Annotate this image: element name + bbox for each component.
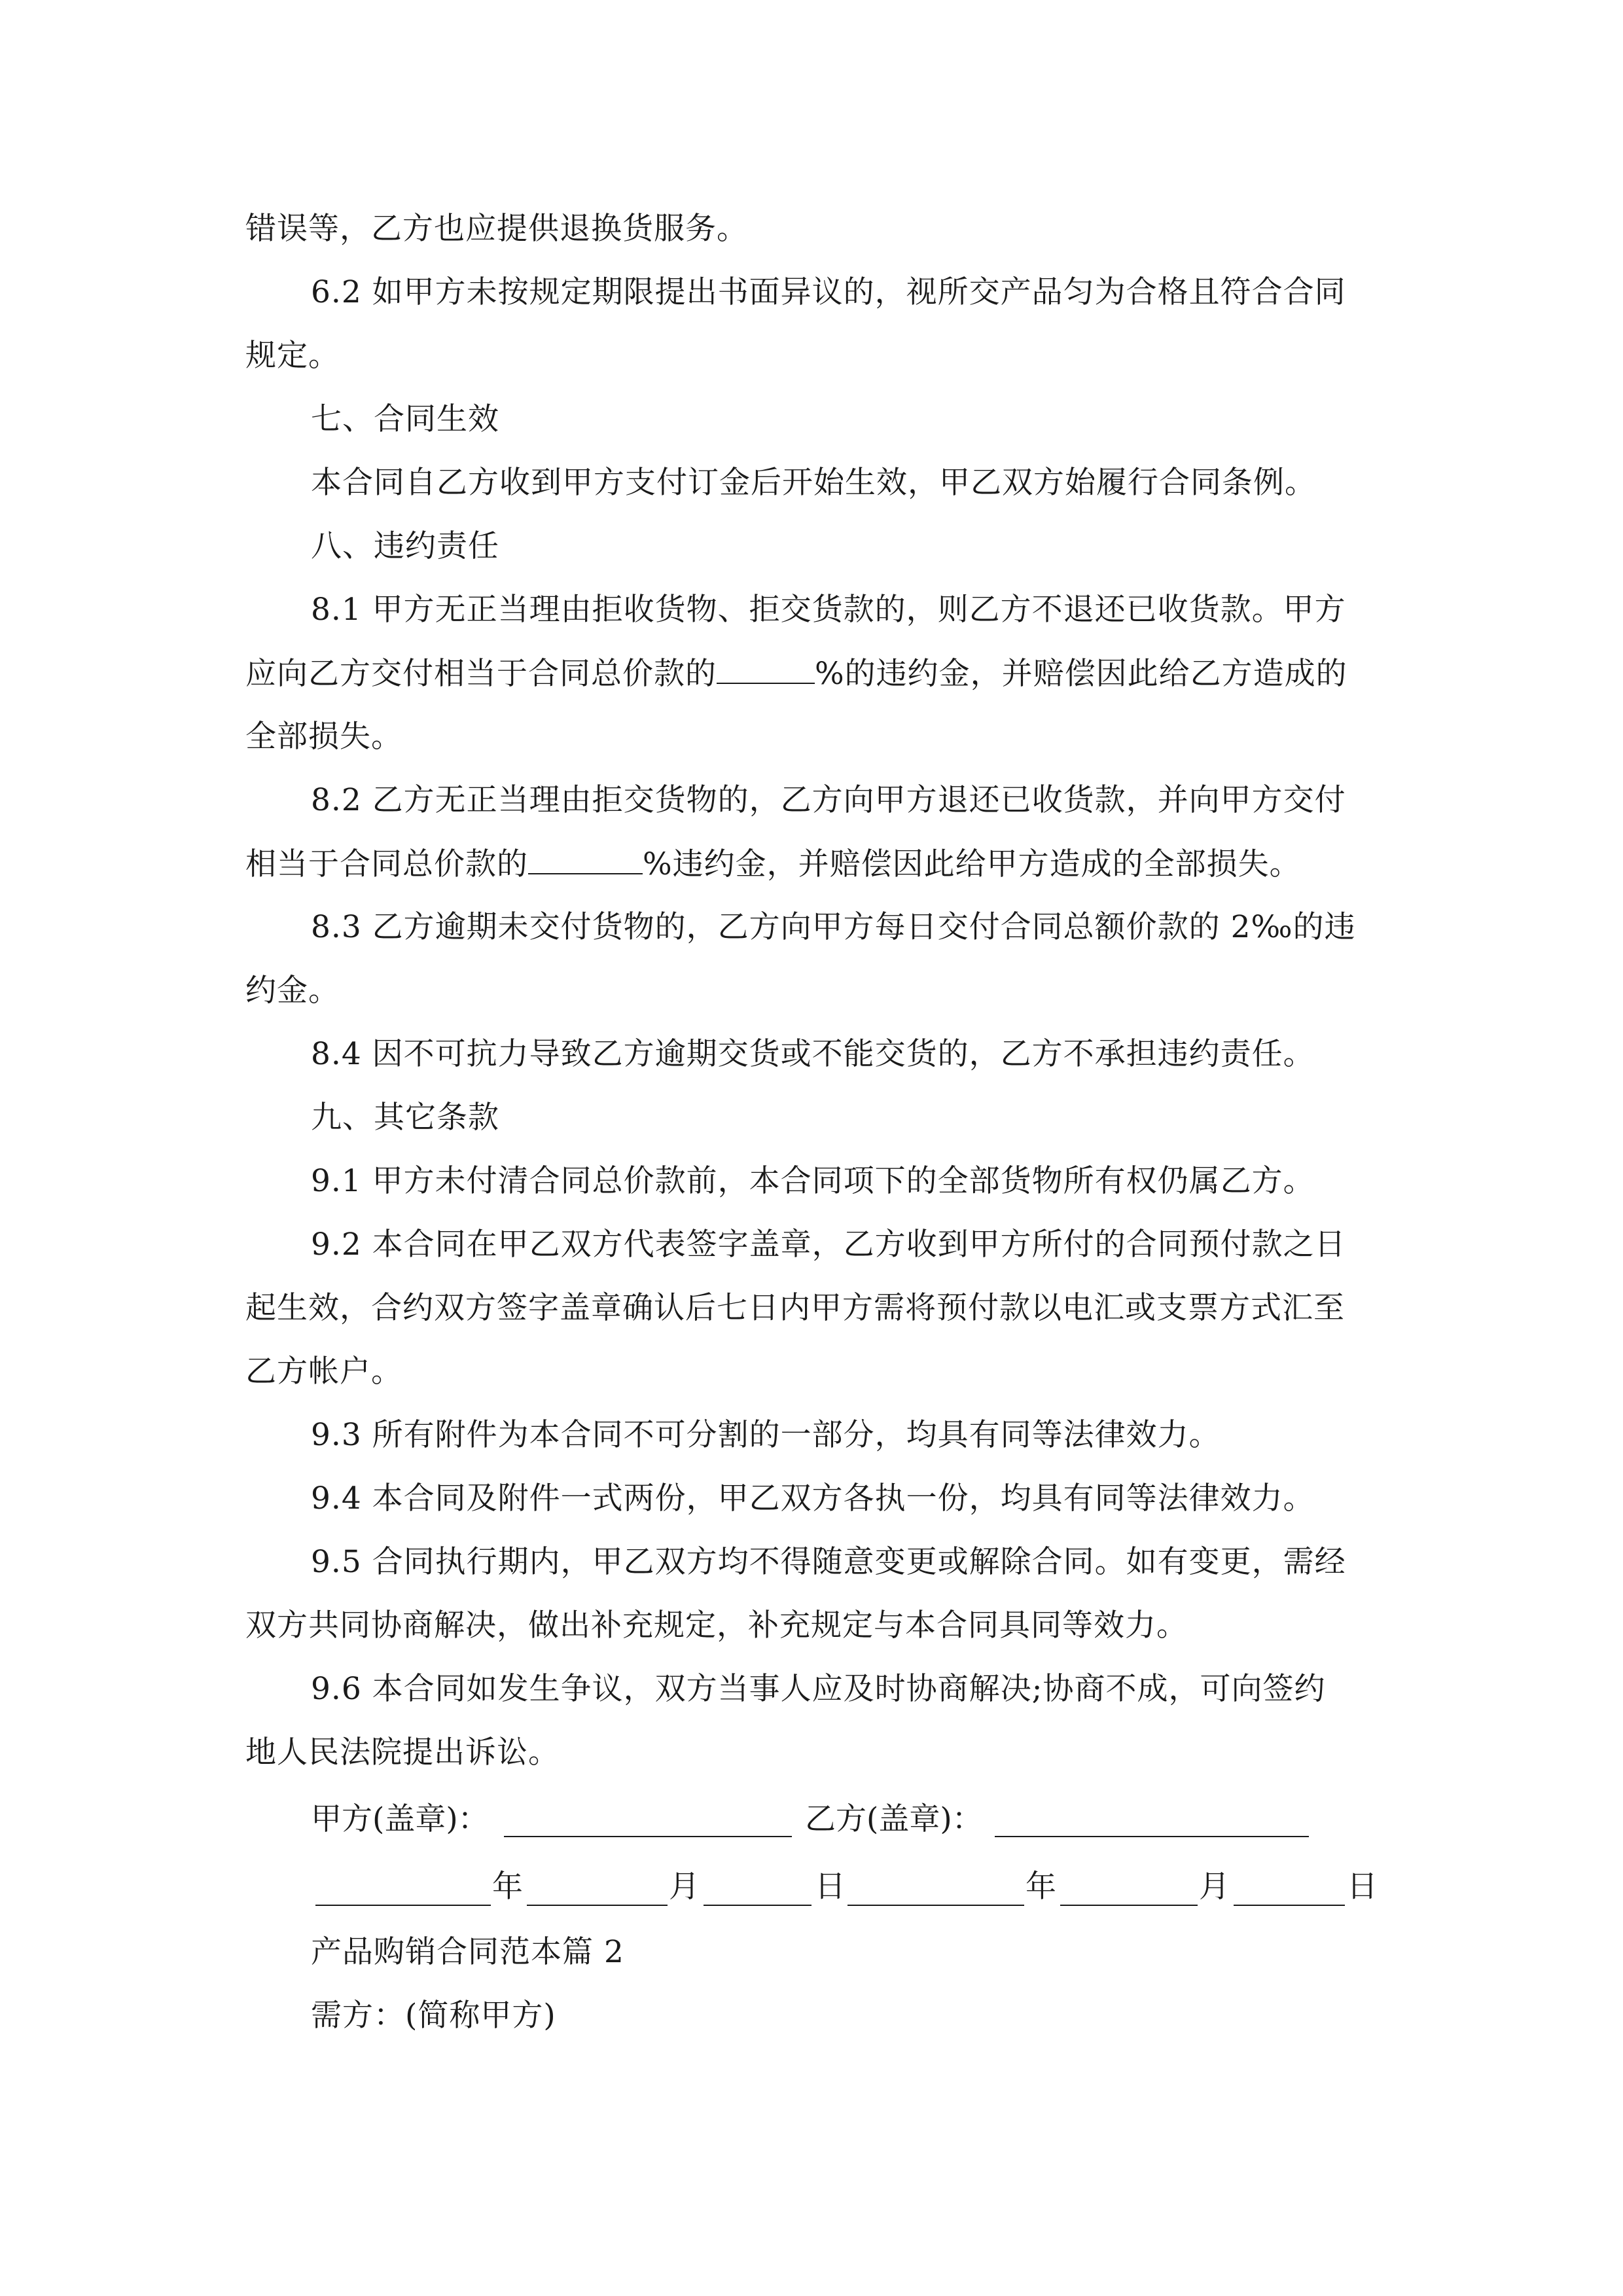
clause-6-2: 6.2 如甲方未按规定期限提出书面异议的，视所交产品匀为合格且符合合同 xyxy=(311,274,1346,310)
clause-9-6: 9.6 本合同如发生争议，双方当事人应及时协商解决;协商不成，可向签约 xyxy=(311,1671,1326,1707)
clause-9-5: 9.5 合同执行期内，甲乙双方均不得随意变更或解除合同。如有变更，需经 xyxy=(311,1544,1346,1580)
clause-8-4: 8.4 因不可抗力导致乙方逾期交货或不能交货的，乙方不承担违约责任。 xyxy=(311,1036,1315,1072)
text-fragment: %违约金，并赔偿因此给甲方造成的全部损失。 xyxy=(643,846,1301,882)
party-b-seal-label: 乙方(盖章)： xyxy=(805,1801,983,1837)
text-fragment: 应向乙方交付相当于合同总价款的 xyxy=(245,656,717,692)
party-a-seal-label: 甲方(盖章)： xyxy=(311,1801,489,1837)
text-line: 起生效，合约双方签字盖章确认后七日内甲方需将预付款以电汇或支票方式汇至 xyxy=(245,1290,1345,1326)
text-line: 约金。 xyxy=(245,973,340,1009)
text-line: 乙方帐户。 xyxy=(245,1354,402,1390)
party-a-day-label: 日 xyxy=(815,1869,846,1905)
clause-8-3: 8.3 乙方逾期未交付货物的，乙方向甲方每日交付合同总额价款的 2‰的违 xyxy=(311,909,1356,945)
party-a-month-label: 月 xyxy=(669,1869,700,1905)
text-fragment: %的违约金，并赔偿因此给乙方造成的 xyxy=(815,656,1347,692)
party-b-day-label: 日 xyxy=(1347,1869,1378,1905)
clause-8-1-penalty-line xyxy=(245,654,1384,694)
party-a-day-blank xyxy=(704,1905,812,1906)
party-b-month-blank xyxy=(1060,1905,1198,1906)
text-line: 本合同自乙方收到甲方支付订金后开始生效，甲乙双方始履行合同条例。 xyxy=(311,465,1316,501)
penalty-rate-blank xyxy=(528,844,643,874)
section-heading-8: 八、违约责任 xyxy=(311,528,499,564)
party-a-seal-blank xyxy=(504,1836,792,1837)
party-b-month-label: 月 xyxy=(1199,1869,1230,1905)
section-heading-7: 七、合同生效 xyxy=(311,401,499,437)
party-a-month-blank xyxy=(527,1905,668,1906)
clause-8-2: 8.2 乙方无正当理由拒交货物的，乙方向甲方退还已收货款，并向甲方交付 xyxy=(311,782,1346,818)
party-b-seal-blank xyxy=(995,1836,1309,1837)
party-b-year-blank xyxy=(847,1905,1024,1906)
section-heading-9: 九、其它条款 xyxy=(311,1100,499,1136)
text-line: 错误等，乙方也应提供退换货服务。 xyxy=(245,211,748,247)
party-b-day-blank xyxy=(1234,1905,1345,1906)
text-line: 地人民法院提出诉讼。 xyxy=(245,1734,560,1770)
text-line: 双方共同协商解决，做出补充规定，补充规定与本合同具同等效力。 xyxy=(245,1607,1188,1643)
clause-8-2-penalty-line xyxy=(245,844,1384,884)
buyer-label: 需方：(简称甲方) xyxy=(311,1998,556,2034)
clause-9-4: 9.4 本合同及附件一式两份，甲乙双方各执一份，均具有同等法律效力。 xyxy=(311,1480,1315,1516)
text-line: 规定。 xyxy=(245,338,340,374)
party-a-year-label: 年 xyxy=(492,1869,523,1905)
penalty-rate-blank xyxy=(717,654,815,684)
text-fragment: 相当于合同总价款的 xyxy=(245,846,528,882)
text-line: 全部损失。 xyxy=(245,719,402,755)
clause-8-1: 8.1 甲方无正当理由拒收货物、拒交货款的，则乙方不退还已收货款。甲方 xyxy=(311,592,1346,628)
party-b-year-label: 年 xyxy=(1026,1869,1056,1905)
party-a-year-blank xyxy=(315,1905,491,1906)
clause-9-1: 9.1 甲方未付清合同总价款前，本合同项下的全部货物所有权仍属乙方。 xyxy=(311,1163,1315,1199)
section-title-part-2: 产品购销合同范本篇 2 xyxy=(311,1934,624,1970)
clause-9-2: 9.2 本合同在甲乙双方代表签字盖章，乙方收到甲方所付的合同预付款之日 xyxy=(311,1227,1346,1263)
clause-9-3: 9.3 所有附件为本合同不可分割的一部分，均具有同等法律效力。 xyxy=(311,1417,1221,1453)
